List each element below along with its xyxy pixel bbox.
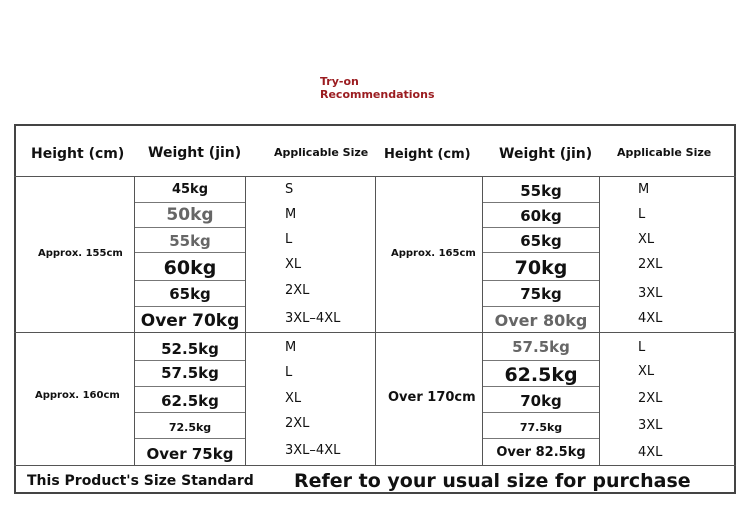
- header-weight-1: Weight (jin): [148, 145, 242, 161]
- weight-cell: 62.5kg: [161, 392, 219, 410]
- title-line-1: Try-on: [320, 75, 359, 88]
- weight-cell: 57.5kg: [512, 338, 570, 356]
- footer-divider: [14, 465, 736, 466]
- col-line-5: [599, 176, 600, 465]
- size-cell: M: [638, 182, 650, 197]
- weight-cell: 60kg: [520, 207, 562, 225]
- header-height-2: Height (cm): [384, 147, 471, 162]
- table-border-right: [734, 124, 736, 494]
- row-divider: [135, 202, 245, 203]
- col-line-2: [245, 176, 246, 465]
- header-weight-2: Weight (jin): [499, 146, 593, 162]
- size-cell: L: [285, 365, 293, 380]
- header-height-1: Height (cm): [31, 146, 125, 162]
- size-cell: 3XL: [638, 418, 663, 433]
- row-divider: [483, 280, 599, 281]
- row-divider: [135, 306, 245, 307]
- row-divider: [135, 438, 245, 439]
- size-cell: XL: [638, 232, 655, 247]
- row-divider: [135, 227, 245, 228]
- header-size-2: Applicable Size: [617, 146, 712, 159]
- row-divider: [483, 386, 599, 387]
- size-cell: 4XL: [638, 445, 663, 460]
- size-cell: XL: [285, 257, 302, 272]
- size-cell: XL: [285, 391, 302, 406]
- group-height-label: Approx. 165cm: [391, 248, 476, 259]
- row-divider: [135, 412, 245, 413]
- row-divider: [483, 360, 599, 361]
- weight-cell: 60kg: [163, 257, 217, 279]
- col-line-3: [375, 176, 376, 465]
- weight-cell: 57.5kg: [161, 364, 219, 382]
- size-cell: 2XL: [285, 416, 310, 431]
- size-cell: 2XL: [638, 391, 663, 406]
- row-divider: [135, 280, 245, 281]
- weight-cell: Over 70kg: [140, 311, 240, 331]
- row-divider: [483, 202, 599, 203]
- size-cell: 2XL: [638, 257, 663, 272]
- row-divider: [483, 252, 599, 253]
- weight-cell: 45kg: [171, 182, 209, 197]
- size-cell: 3XL–4XL: [285, 443, 341, 458]
- weight-cell: 55kg: [520, 182, 562, 200]
- row-divider: [483, 438, 599, 439]
- weight-cell: Over 80kg: [494, 311, 588, 330]
- title-line-2: Recommendations: [320, 88, 435, 101]
- size-cell: L: [638, 207, 646, 222]
- size-cell: S: [285, 182, 294, 197]
- weight-cell: 55kg: [169, 232, 211, 250]
- page-title: [320, 75, 435, 101]
- row-divider: [135, 252, 245, 253]
- header-size-1: Applicable Size: [274, 146, 369, 159]
- footer-note: Refer to your usual size for purchase: [294, 470, 691, 492]
- weight-cell: 70kg: [514, 257, 568, 279]
- size-cell: L: [638, 340, 646, 355]
- weight-cell: 72.5kg: [168, 421, 212, 434]
- weight-cell: 70kg: [520, 392, 562, 410]
- weight-cell: 75kg: [520, 285, 562, 303]
- row-divider: [135, 386, 245, 387]
- weight-cell: 77.5kg: [519, 421, 563, 434]
- size-cell: M: [285, 340, 297, 355]
- row-divider: [135, 360, 245, 361]
- weight-cell: Over 82.5kg: [496, 445, 586, 460]
- size-cell: 3XL–4XL: [285, 311, 341, 326]
- group-height-label: Over 170cm: [388, 390, 476, 405]
- weight-cell: 50kg: [166, 205, 214, 225]
- weight-cell: 65kg: [169, 285, 211, 303]
- size-cell: M: [285, 207, 297, 222]
- size-cell: 3XL: [638, 286, 663, 301]
- table-border-top: [14, 124, 736, 126]
- size-cell: XL: [638, 364, 655, 379]
- weight-cell: 62.5kg: [504, 364, 578, 386]
- group-height-label: Approx. 160cm: [35, 390, 120, 401]
- footer-label: This Product's Size Standard: [27, 473, 254, 489]
- size-cell: L: [285, 232, 293, 247]
- row-divider: [483, 306, 599, 307]
- table-border-bottom: [14, 492, 736, 494]
- table-border-left: [14, 124, 16, 494]
- weight-cell: Over 75kg: [146, 445, 234, 463]
- row-divider: [483, 227, 599, 228]
- group-height-label: Approx. 155cm: [38, 248, 123, 259]
- size-cell: 2XL: [285, 283, 310, 298]
- row-divider: [483, 412, 599, 413]
- weight-cell: 52.5kg: [161, 340, 219, 358]
- weight-cell: 65kg: [520, 232, 562, 250]
- size-cell: 4XL: [638, 311, 663, 326]
